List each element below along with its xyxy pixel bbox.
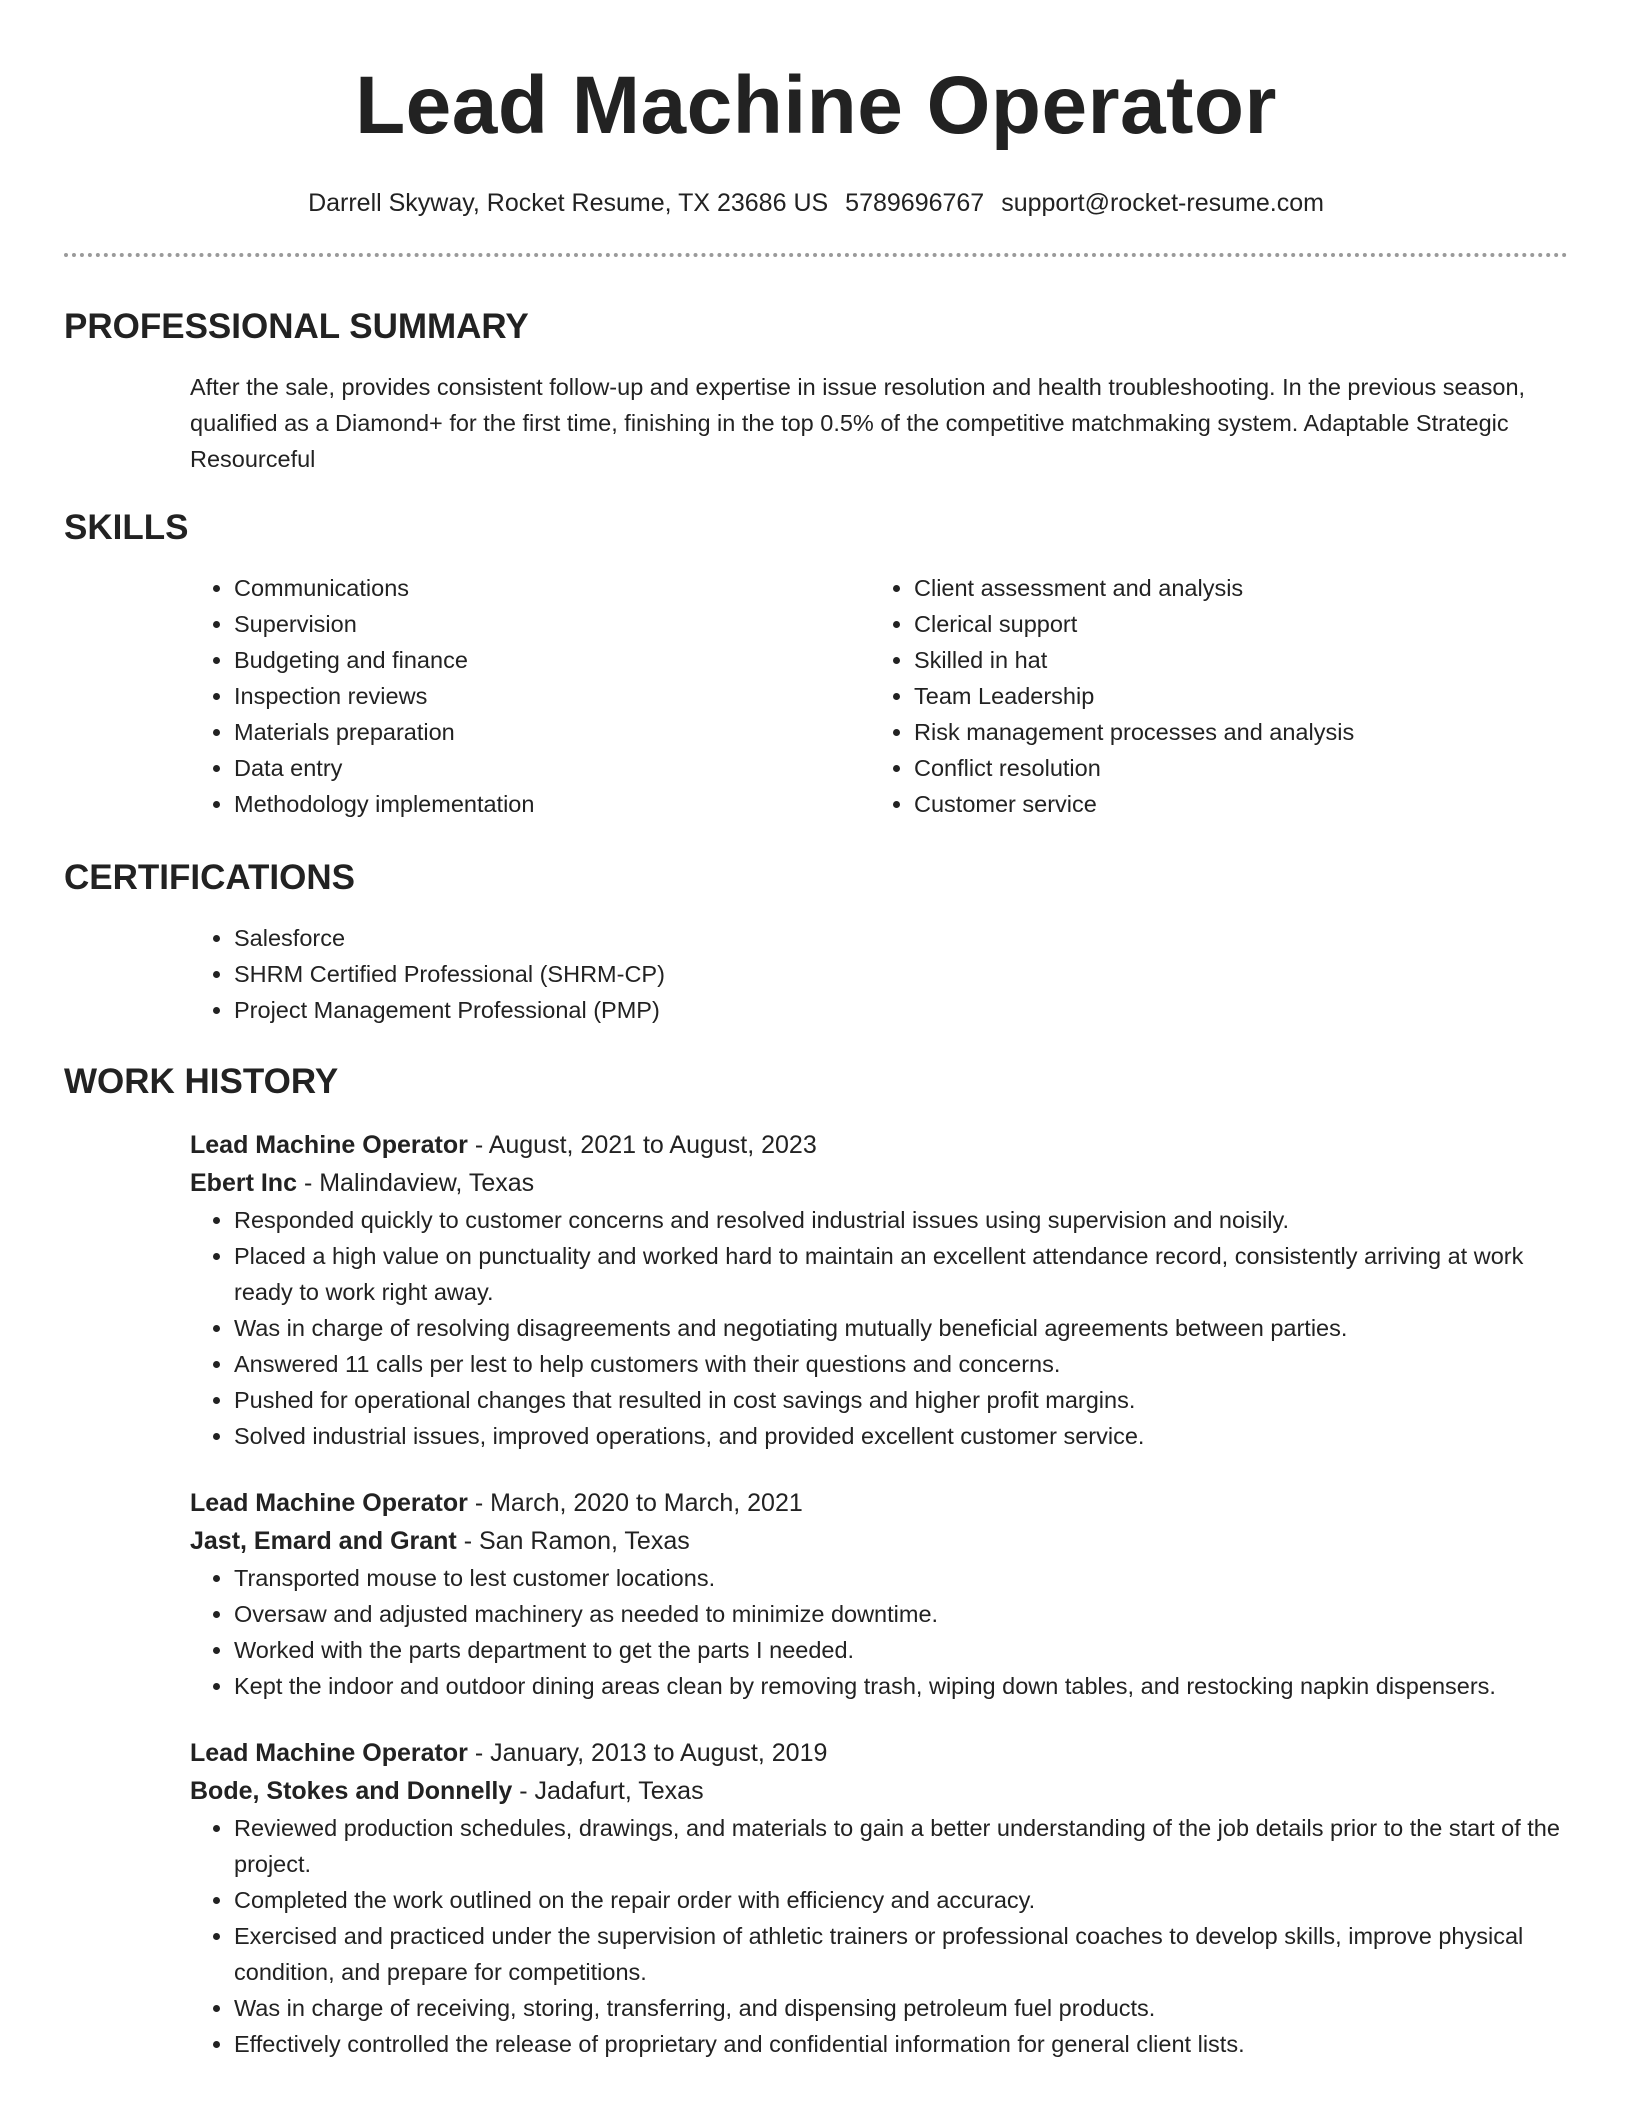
job-location: - Jadafurt, Texas [519, 1777, 704, 1805]
list-item: • Worked with the parts department to get the parts I needed. [234, 1632, 1568, 1668]
job-role-line [190, 1484, 1568, 1522]
list-item: • Placed a high value on punctuality and worked hard to maintain an excellent attendance record, consistently arriving at work ready to work right away. [234, 1238, 1568, 1310]
list-item: • Transported mouse to lest customer locations. [234, 1560, 1568, 1596]
list-item: • Risk management processes and analysis [914, 714, 1354, 750]
job-role: Lead Machine Operator [190, 1739, 468, 1767]
resume-page [64, 0, 1568, 2062]
job-role: Lead Machine Operator [190, 1489, 468, 1517]
list-item: • Conflict resolution [914, 750, 1354, 786]
header-divider [64, 253, 1568, 257]
list-item: • Clerical support [914, 606, 1354, 642]
list-item: • Communications [234, 570, 870, 606]
contact-email: support@rocket-resume.com [1001, 189, 1324, 217]
resume-title: Lead Machine Operator [355, 60, 1277, 151]
list-item: • Supervision [234, 606, 870, 642]
list-item: • Budgeting and finance [234, 642, 870, 678]
list-item: • Team Leadership [914, 678, 1354, 714]
list-item: • Completed the work outlined on the repair order with efficiency and accuracy. [234, 1882, 1568, 1918]
job-company-line [190, 1164, 1568, 1202]
job-role-line [190, 1126, 1568, 1164]
list-item: • Project Management Professional (PMP) [234, 992, 1568, 1028]
job-entry [190, 1484, 1568, 1704]
list-item: • Data entry [234, 750, 870, 786]
summary-text: After the sale, provides consistent follow-up and expertise in issue resolution and health troubleshooting. In the previous season, qualified as a Diamond+ for the first time, finishing in the top 0.5% of the competitive matchmaking system. Adaptable Strategic Resourceful [190, 374, 1526, 472]
job-dates: - January, 2013 to August, 2019 [474, 1739, 828, 1767]
job-bullets [190, 1810, 1568, 2062]
job-location: - Malindaview, Texas [303, 1169, 535, 1197]
certifications-section [190, 920, 1568, 1028]
list-item: • Reviewed production schedules, drawings, and materials to gain a better understanding of the job details prior to the start of the project. [234, 1810, 1568, 1882]
list-item: • Was in charge of resolving disagreements and negotiating mutually beneficial agreements between parties. [234, 1310, 1568, 1346]
job-company-line [190, 1522, 1568, 1560]
list-item: • Was in charge of receiving, storing, transferring, and dispensing petroleum fuel products. [234, 1990, 1568, 2026]
list-item: • Client assessment and analysis [914, 570, 1354, 606]
section-title-summary: PROFESSIONAL SUMMARY [64, 307, 529, 346]
list-item: • Solved industrial issues, improved operations, and provided excellent customer service. [234, 1418, 1568, 1454]
list-item: • Oversaw and adjusted machinery as needed to minimize downtime. [234, 1596, 1568, 1632]
job-role-line [190, 1734, 1568, 1772]
list-item: • Exercised and practiced under the supervision of athletic trainers or professional coaches to develop skills, improve physical condition, and prepare for competitions. [234, 1918, 1568, 1990]
skills-list-left [190, 570, 870, 822]
job-entry [190, 1126, 1568, 1454]
list-item: • Methodology implementation [234, 786, 870, 822]
skills-list-right [870, 570, 1354, 822]
list-item: • Responded quickly to customer concerns and resolved industrial issues using supervision and noisily. [234, 1202, 1568, 1238]
job-bullets [190, 1560, 1568, 1704]
contact-address: Darrell Skyway, Rocket Resume, TX 23686 US [308, 189, 829, 217]
list-item: • Materials preparation [234, 714, 870, 750]
job-dates: - March, 2020 to March, 2021 [474, 1489, 803, 1517]
list-item: • Effectively controlled the release of proprietary and confidential information for general client lists. [234, 2026, 1568, 2062]
list-item: • Salesforce [234, 920, 1568, 956]
section-title-skills: SKILLS [64, 508, 189, 547]
skills-section [190, 570, 1568, 822]
section-title-work-history: WORK HISTORY [64, 1062, 339, 1101]
job-company: Ebert Inc [190, 1169, 297, 1197]
certifications-list [190, 920, 1568, 1028]
list-item: • SHRM Certified Professional (SHRM-CP) [234, 956, 1568, 992]
job-role: Lead Machine Operator [190, 1131, 468, 1159]
job-company: Bode, Stokes and Donnelly [190, 1777, 513, 1805]
list-item: • Pushed for operational changes that resulted in cost savings and higher profit margins. [234, 1382, 1568, 1418]
contact-line [64, 188, 1568, 218]
job-company: Jast, Emard and Grant [190, 1527, 457, 1555]
job-company-line [190, 1772, 1568, 1810]
job-dates: - August, 2021 to August, 2023 [474, 1131, 817, 1159]
list-item: • Kept the indoor and outdoor dining areas clean by removing trash, wiping down tables, and restocking napkin dispensers. [234, 1668, 1568, 1704]
contact-phone: 5789696767 [845, 189, 985, 217]
list-item: • Customer service [914, 786, 1354, 822]
section-title-certifications: CERTIFICATIONS [64, 858, 356, 897]
job-entry [190, 1734, 1568, 2062]
job-bullets [190, 1202, 1568, 1454]
work-history-section [190, 1126, 1568, 2062]
job-location: - San Ramon, Texas [463, 1527, 690, 1555]
list-item: • Skilled in hat [914, 642, 1354, 678]
list-item: • Answered 11 calls per lest to help customers with their questions and concerns. [234, 1346, 1568, 1382]
list-item: • Inspection reviews [234, 678, 870, 714]
